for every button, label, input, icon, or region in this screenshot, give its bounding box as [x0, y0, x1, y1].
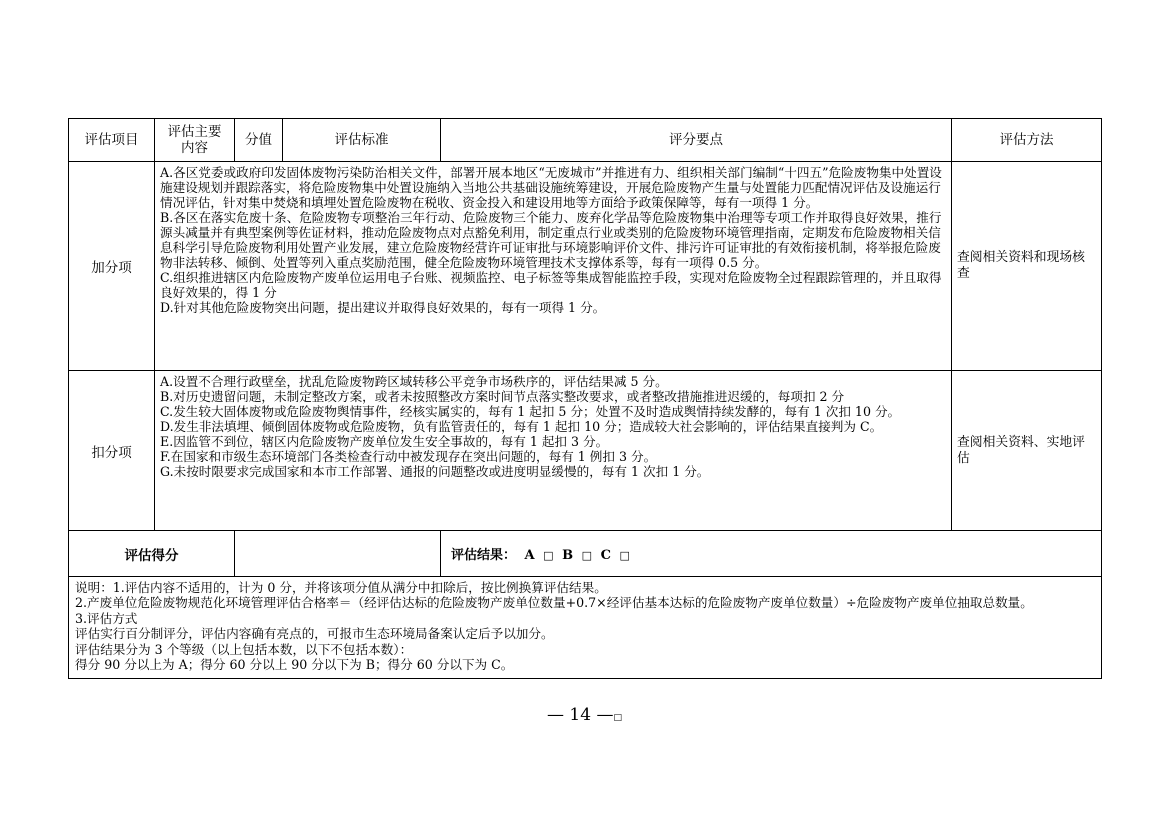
- option-c-label: C: [600, 548, 611, 563]
- header-method: 评估方法: [952, 119, 1102, 162]
- bonus-item-c: C.组织推进辖区内危险废物产废单位运用电子台账、视频监控、电子标签等集成智能监控手段，实现对危险废物全过程跟踪管理的，并且取得良好效果的，得 1 分: [160, 270, 942, 301]
- penalty-row: [69, 371, 1102, 531]
- note-6: 得分 90 分以上为 A；得分 60 分以上 90 分以下为 B；得分 60 分以下为 C。: [75, 657, 514, 673]
- note-2: 2.产废单位危险废物规范化环境管理评估合格率＝（经评估达标的危险废物产废单位数量+0.7×经评估基本达标的危险废物产废单位数量）÷危险废物产废单位抽取总数量。: [75, 595, 1033, 611]
- result-label: 评估结果：: [451, 548, 517, 563]
- penalty-item-f: F.在国家和市级生态环境部门各类检查行动中被发现存在突出问题的，每有 1 例扣 3 分。: [160, 449, 657, 465]
- footer-mark: □: [613, 713, 622, 723]
- page-footer: [0, 705, 1169, 725]
- page-number: — 14 —: [547, 705, 614, 725]
- notes-row: [69, 577, 1102, 679]
- header-row: [69, 119, 1102, 162]
- header-item: 评估项目: [69, 119, 155, 162]
- note-3: 3.评估方式: [75, 610, 138, 626]
- score-row: [69, 531, 1102, 577]
- note-1: 说明：1.评估内容不适用的，计为 0 分，并将该项分值从满分中扣除后，按比例换算评估结果。: [75, 580, 607, 595]
- header-standard: 评估标准: [283, 119, 441, 162]
- penalty-label: 扣分项: [69, 371, 155, 531]
- bonus-item-a: A.各区党委或政府印发固体废物污染防治相关文件，部署开展本地区“无废城市”并推进有力、组织相关部门编制“十四五”危险废物集中处置设施建设规划并跟踪落实，将危险废物集中处置设施纳入当地公共基础设施统筹建设，开展危险废物产生量与处置能力匹配情况评估及设施运行情况评估，针对集中焚烧和填埋处置危险废物在税收、资金投入和建设用地等方面给予政策保障等，每有一项得 1 分。: [160, 165, 942, 211]
- penalty-item-a: A.设置不合理行政壁垒，扰乱危险废物跨区域转移公平竞争市场秩序的，评估结果减 5 分。: [160, 374, 668, 389]
- penalty-item-e: E.因监管不到位，辖区内危险废物产废单位发生安全事故的，每有 1 起扣 3 分。: [160, 434, 609, 450]
- bonus-label: 加分项: [69, 162, 155, 371]
- evaluation-table: [68, 118, 1102, 679]
- bonus-method: 查阅相关资料和现场核查: [952, 162, 1102, 371]
- option-b-label: B: [562, 548, 574, 563]
- score-label: 评估得分: [69, 531, 235, 577]
- bonus-item-b: B.各区在落实危废十条、危险废物专项整治三年行动、危险废物三个能力、废弃化学品等危险废物集中治理等专项工作并取得良好效果，推行源头减量并有典型案例等佐证材料，推动危险废物点对点豁免利用，制定重点行业或类别的危险废物环境管理指南，定期发布危险废物相关信息科学引导危险废物利用处置产业发展，建立危险废物经营许可证审批与环境影响评价文件、排污许可证审批的有效衔接机制，将举报危险废物非法转移、倾倒、处置等列入重点奖励范围，健全危险废物环境管理技术支撑体系等，每有一项得 0.5 分。: [160, 210, 942, 271]
- penalty-item-c: C.发生较大固体废物或危险废物舆情事件，经核实属实的，每有 1 起扣 5 分；处置不及时造成舆情持续发酵的，每有 1 次扣 10 分。: [160, 404, 901, 420]
- header-points: 评分要点: [441, 119, 952, 162]
- note-5: 评估结果分为 3 个等级（以上包括本数，以下不包括本数）：: [75, 641, 413, 657]
- penalty-item-d: D.发生非法填埋、倾倒固体废物或危险废物，负有监管责任的，每有 1 起扣 10 分；造成较大社会影响的，评估结果直接判为 C。: [160, 419, 883, 435]
- header-score: 分值: [235, 119, 283, 162]
- bonus-content: [155, 162, 952, 371]
- bonus-item-d: D.针对其他危险废物突出问题，提出建议并取得良好效果的，每有一项得 1 分。: [160, 300, 606, 316]
- option-b-checkbox[interactable]: □: [581, 549, 593, 562]
- header-content: 评估主要内容: [155, 119, 235, 162]
- result-cell: [441, 531, 1102, 577]
- penalty-item-b: B.对历史遗留问题，未制定整改方案，或者未按照整改方案时间节点落实整改要求，或者整改措施推进迟缓的，每项扣 2 分: [160, 389, 845, 405]
- bonus-row: [69, 162, 1102, 371]
- note-4: 评估实行百分制评分，评估内容确有亮点的，可报市生态环境局备案认定后予以加分。: [75, 626, 554, 642]
- score-value-cell: [235, 531, 441, 577]
- option-a-label: A: [524, 548, 535, 563]
- penalty-method: 查阅相关资料、实地评估: [952, 371, 1102, 531]
- penalty-content: [155, 371, 952, 531]
- option-c-checkbox[interactable]: □: [619, 549, 630, 562]
- notes-cell: [69, 577, 1102, 679]
- penalty-item-g: G.未按时限要求完成国家和本市工作部署、通报的问题整改或进度明显缓慢的，每有 1 次扣 1 分。: [160, 464, 710, 480]
- option-a-checkbox[interactable]: □: [543, 549, 554, 562]
